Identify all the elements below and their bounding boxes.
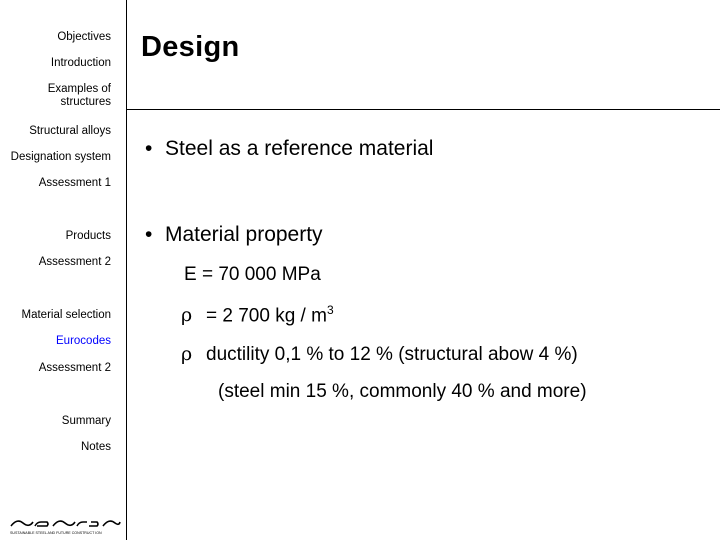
nav-item-objectives[interactable]: Objectives [57,31,111,43]
bullet-dot-icon: • [145,223,153,246]
nav-item-summary[interactable]: Summary [61,415,111,427]
bullet-text: Steel as a reference material [165,137,434,160]
bullet-steel-reference [145,137,433,161]
ductility-line [181,343,578,366]
density-exponent: 3 [326,303,334,317]
density-line [181,303,334,327]
logo-subtitle: SUSTAINABLE STEEL AND FUTURE CONSTRUCT ION [10,531,102,535]
modulus-line: E = 70 000 MPa [184,264,321,285]
nav-item-assessment-2-second[interactable]: Assessment 2 [38,362,111,374]
bullet-text: Material property [165,223,323,246]
bullet-dot-icon: • [145,137,153,160]
nav-item-material-selection[interactable]: Material selection [21,309,111,321]
density-text: = 2 700 kg / m [206,305,327,327]
slide-title: Design [141,31,240,63]
nav-item-introduction[interactable]: Introduction [50,57,111,69]
title-underline [126,109,720,110]
sidebar-nav [0,0,126,540]
steel-note-line: (steel min 15 %, commonly 40 % and more) [218,381,587,402]
nav-item-designation-system[interactable]: Designation system [10,151,111,163]
bullet-material-property [145,223,323,247]
nav-item-structural-alloys[interactable]: Structural alloys [29,125,111,137]
nav-item-eurocodes[interactable]: Eurocodes [56,335,111,347]
nav-item-assessment-1[interactable]: Assessment 1 [38,177,111,189]
rho-symbol: ρ [181,343,193,365]
vertical-divider [126,0,127,540]
nav-item-notes[interactable]: Notes [80,441,111,453]
nav-item-examples-of-structures[interactable]: Examples of structures [47,83,111,108]
rho-symbol: ρ [181,304,193,327]
ductility-text: ductility 0,1 % to 12 % (structural abow 4 %) [206,344,578,365]
nav-item-assessment-2[interactable]: Assessment 2 [38,256,111,268]
nav-item-products[interactable]: Products [65,230,111,242]
suscos-logo [7,510,122,536]
